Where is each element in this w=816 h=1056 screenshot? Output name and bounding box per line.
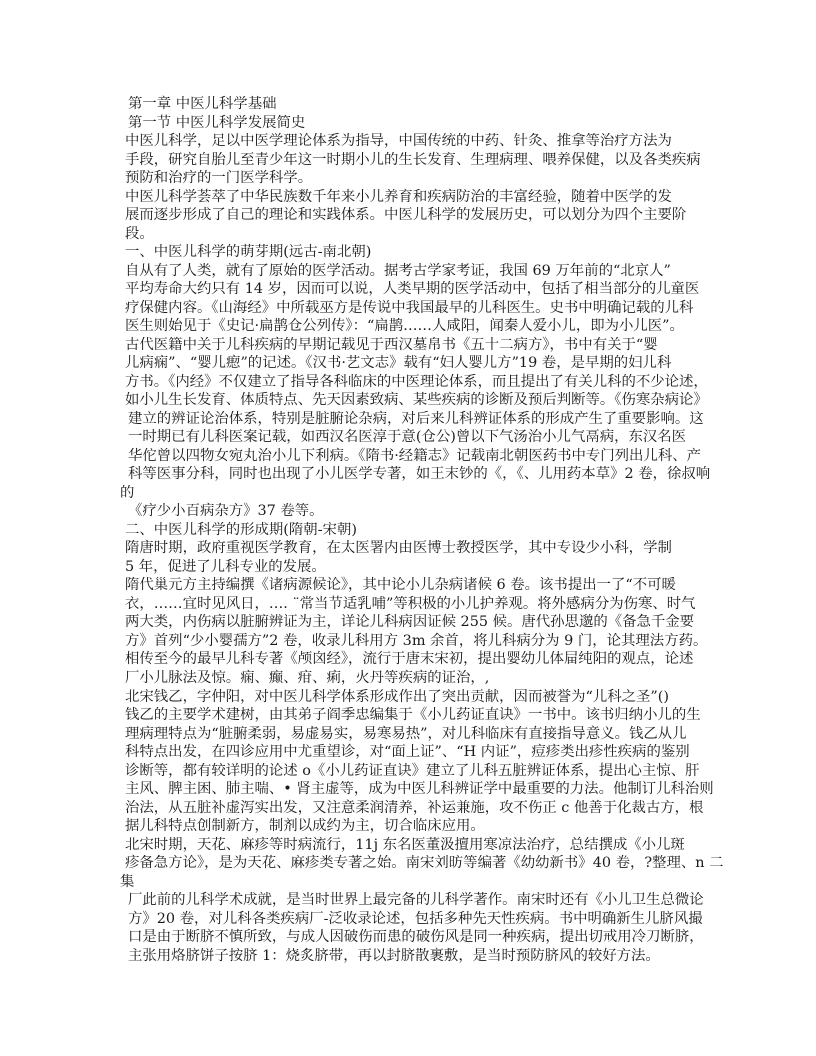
text-line: 华佗曾以四物女宛丸治小儿下利病。《隋书·经籍志》记载南北朝医药书中专门列出儿科、产	[128, 447, 702, 464]
text-line: 方》20 卷，对儿科各类疾病厂-泛收录论述，包括多种先天性疾病。书中明确新生儿脐风撮	[128, 910, 703, 927]
text-line: 的	[120, 484, 135, 501]
text-line: 自从有了人类，就有了原始的医学活动。据考古学家考证，我国 69 万年前的“北京人”	[125, 262, 671, 279]
text-line: 中医儿科学荟萃了中华民族数千年来小儿养育和疾病防治的丰富经验，随着中医学的发	[125, 188, 672, 205]
heading-line: 第一章 中医儿科学基础	[128, 96, 277, 112]
heading-line: 第一节 中医儿科学发展简史	[128, 114, 306, 131]
text-line: 北宋钱乙，字仲阳，对中医儿科学体系形成作出了突出贡献，因而被誉为“儿科之圣”()	[125, 688, 670, 705]
text-line: 疹备急方论》，是为天花、麻疹类专著之始。南宋刘昉等编著《幼幼新书》40 卷，?整理、n 二	[125, 855, 724, 872]
text-line: 预防和治疗的一门医学科学。	[125, 170, 313, 187]
text-line: 厂小儿脉法及惊。痫、癫、疳、痢，火丹等疾病的证治，,	[125, 669, 490, 686]
text-line: 隋代巢元方主持编撰《诸病源候论》，其中论小儿杂病诸候 6 卷。该书提出一了“不可暖	[125, 577, 676, 594]
text-line: 方》首列“少小婴孺方”2 卷，收录儿科用方 3m 余首，将儿科病分为 9 门，论其理法方药。	[125, 632, 708, 649]
text-line: 一时期已有儿科医案记载，如西汉名医淳于意(仓公)曾以下气汤治小儿气鬲病，东汉名医	[128, 429, 687, 446]
text-line: 一、中医儿科学的萌芽期(远古-南北朝)	[125, 244, 372, 261]
text-line: 科等医事分科，同时也出现了小儿医学专著，如王末钞的《，《、儿用药本草》2 卷，徐叔响	[128, 466, 711, 483]
text-line: 主张用烙脐饼子按脐 1：烧炙脐带，再以封脐散裹敷，是当时预防脐风的较好方法。	[128, 947, 660, 964]
text-line: 口是由于断脐不慎所致，与成人因破伤而患的破伤风是同一种疾病，提出切戒用冷刀断脐，	[128, 929, 704, 946]
text-line: 主风、脾主困、肺主喘、• 肾主虚等，成为中医儿科辨证学中最重要的力法。他制订儿科治则	[125, 781, 714, 798]
text-line: 展而逐步形成了自己的理论和实践体系。中医儿科学的发展历史，可以划分为四个主要阶	[125, 207, 687, 224]
text-line: 衣，……宜时见风日，…. ¨常当节适乳哺”等积极的小儿护养观。将外感病分为伤寒、时气	[125, 595, 696, 612]
text-line: 平均寿命大约只有 14 岁，因而可以说，人类早期的医学活动中，包括了相当部分的儿童医	[125, 281, 700, 298]
text-line: 厂此前的儿科学术成就，是当时世界上最完备的儿科学著作。南宋时还有《小儿卫生总微论	[128, 892, 704, 909]
text-line: 中医儿科学，足以中医学理论体系为指导，中国传统的中药、针灸、推拿等治疗方法为	[125, 133, 672, 150]
text-line: 如小儿生长发育、体质特点、先天因素致病、某些疾病的诊断及预后判断等。《伤寒杂病论》	[125, 392, 708, 409]
text-line: 北宋时期，天花、麻疹等时病流行，11j 东名医董汲擅用寒凉法治疗，总结撰成《小儿斑	[125, 836, 685, 853]
text-line: 5 年，促进了儿科专业的发展。	[125, 558, 326, 575]
text-line: 儿病痫”、“婴儿瘛”的记述。《汉书·艺文志》载有“妇人婴儿方”19 卷，是早期的妇儿科	[125, 355, 672, 372]
text-line: 隋唐时期，政府重视医学教育，在太医署内由医博士教授医学，其中专设少小科，学制	[125, 540, 672, 557]
document-body	[120, 95, 725, 965]
text-line: 两大类，内伤病以脏腑辨证为主，详论儿科病因证候 255 候。唐代孙思邈的《备急千金要	[125, 614, 695, 631]
text-line: 疗保健内容。《山海经》中所载巫方是传说中我国最早的儿科医生。史书中明确记载的儿科	[125, 299, 694, 316]
text-line: 方书。《内经》不仅建立了指导各科临床的中医理论体系，而且提出了有关儿科的不少论述，	[125, 373, 708, 390]
text-line: 科特点出发，在四诊应用中尤重望诊，对“面上证”、“H 内证”，痘疹类出疹性疾病的鉴别	[125, 744, 690, 761]
text-line: 古代医籍中关于儿科疾病的早期记载见于西汉墓帛书《五十二病方》，书中有关于“婴	[125, 336, 658, 353]
text-line: 治法，从五脏补虚泻实出发，又注意柔润清养，补运兼施，攻不伤正 c 他善于化裁古方，根	[125, 799, 704, 816]
text-line: 手段，研究自胎儿至青少年这一时期小儿的生长发育、生理病理、喂养保健，以及各类疾病	[125, 151, 701, 168]
text-line: 二、中医儿科学的形成期(隋朝-宋朝)	[125, 521, 357, 538]
text-line: 相传至今的最早儿科专著《颅囟经》，流行于唐末宋初，提出婴幼儿体屇纯阳的观点，论述	[125, 651, 694, 668]
text-line: 医生则始见于《史记·扁鹊仓公列传》：“扁鹊……人咸阳，闻秦人爱小儿，即为小儿医”。	[125, 318, 684, 335]
text-line: 钱乙的主要学术建树，由其弟子阎季忠编集于《小儿药证直诀》一书中。该书归纳小儿的生	[125, 707, 701, 724]
text-line: 诊断等，都有较详明的论述 o《小儿药证直诀》建立了儿科五脏辨证体系，提出心主惊、肝	[125, 762, 700, 779]
text-line: 建立的辨证论治体系，特别是脏腑论杂病，对后来儿科辨证体系的形成产生了重要影响。这	[128, 410, 704, 427]
text-line: 集	[120, 873, 135, 890]
text-line: 据儿科特点创制新方，制剂以成约为主，切合临床应用。	[125, 818, 485, 835]
text-line: 《疗少小百病杂方》37 卷等。	[128, 503, 324, 520]
text-line: 段。	[125, 225, 154, 242]
text-line: 理病理特点为“脏腑柔弱，易虚易实，易寒易热”，对儿科临床有直接指导意义。钱乙从儿	[125, 725, 687, 742]
